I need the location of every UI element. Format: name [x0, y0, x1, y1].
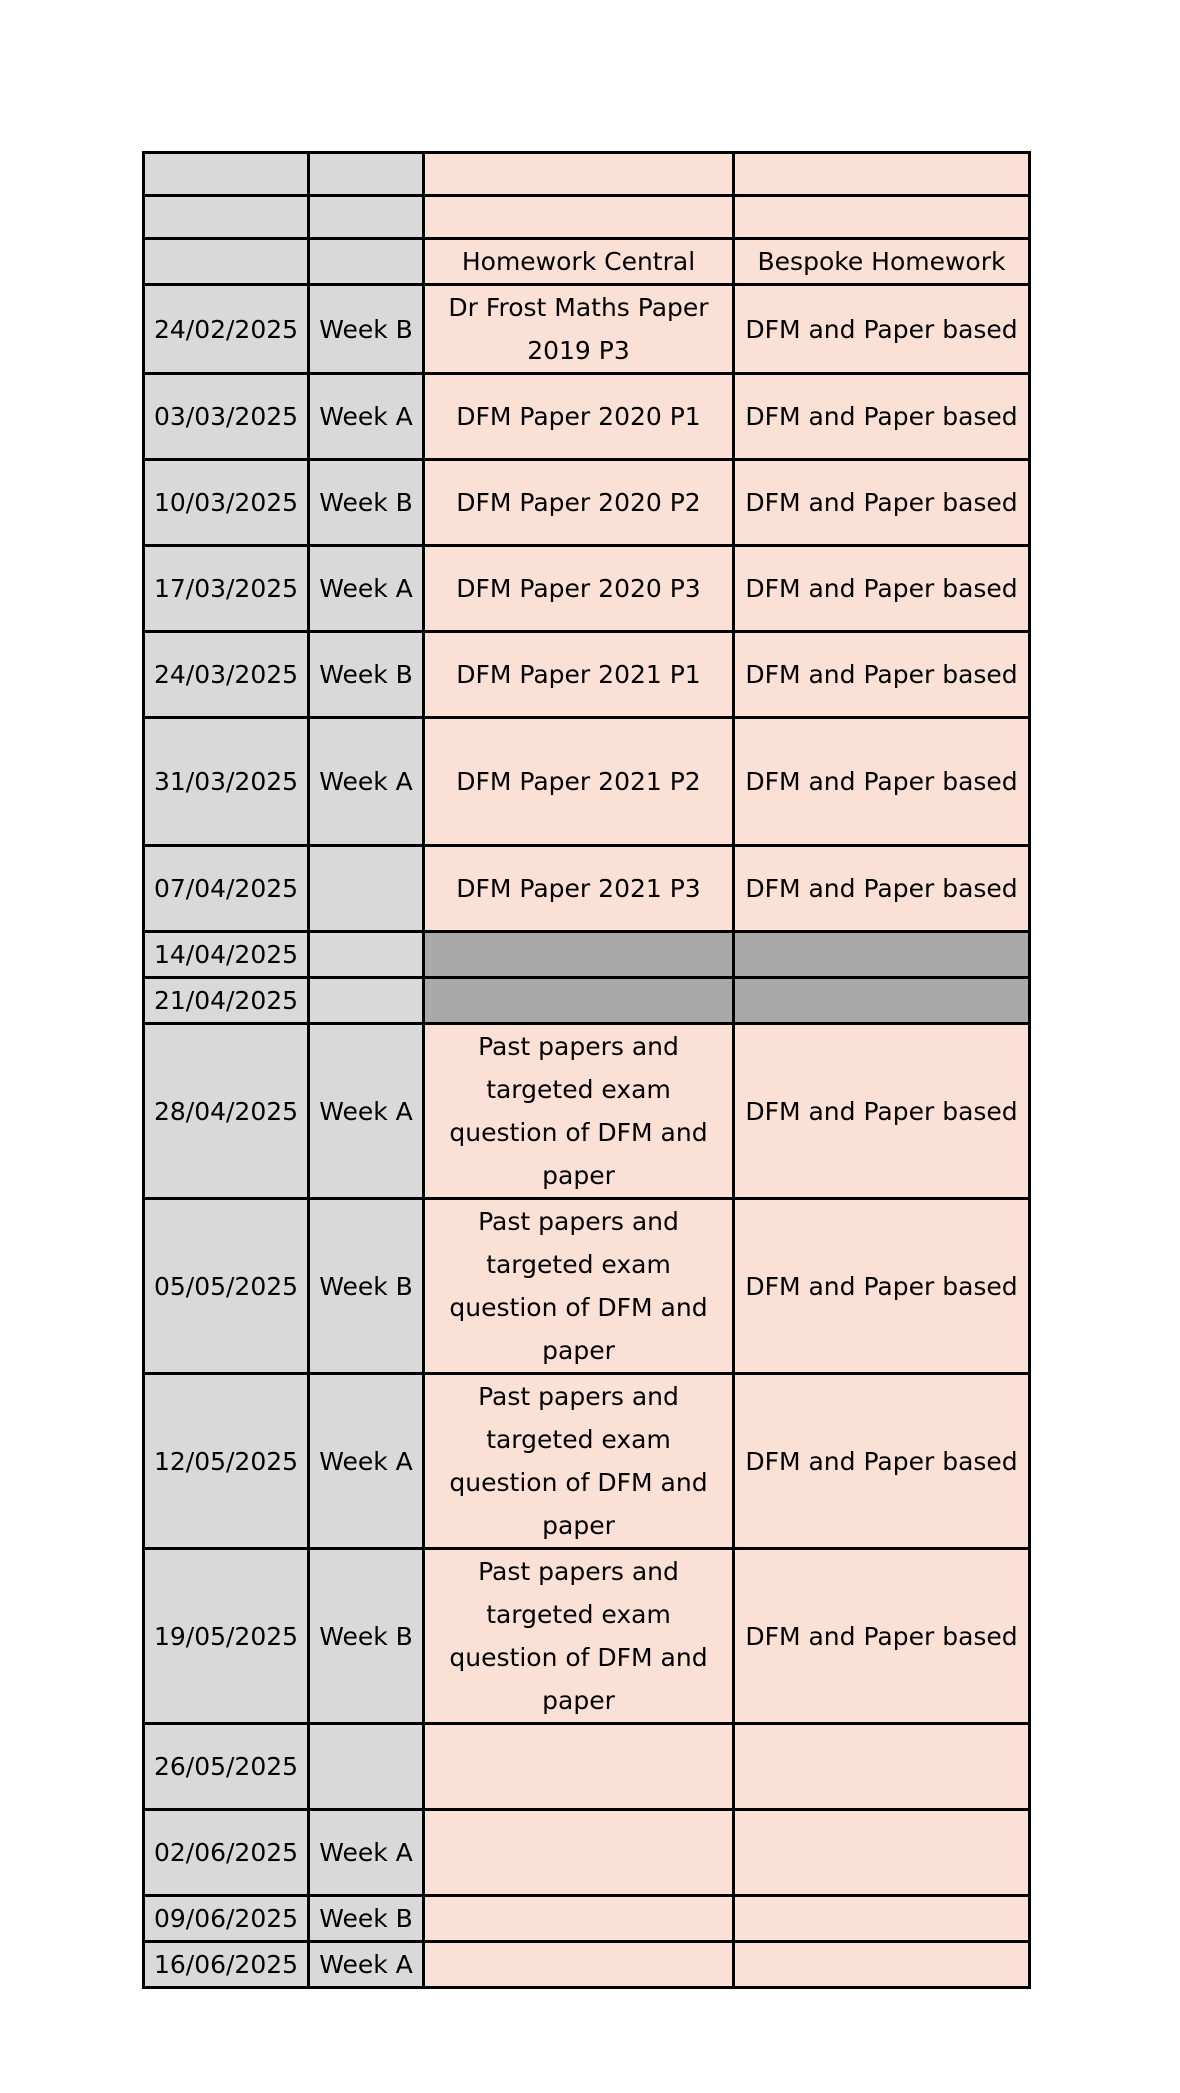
bespoke-homework-cell: [734, 1942, 1030, 1988]
bespoke-homework-header: Bespoke Homework: [734, 239, 1030, 285]
bespoke-homework-cell: DFM and Paper based: [734, 374, 1030, 460]
homework-central-cell: [424, 153, 734, 196]
table-row: [144, 546, 1030, 632]
holiday-row: [144, 932, 1030, 978]
date-cell: 16/06/2025: [144, 1942, 309, 1988]
week-cell: Week A: [309, 1374, 424, 1549]
homework-schedule-table: [142, 151, 1031, 1989]
table-row: [144, 718, 1030, 846]
week-cell: Week B: [309, 1549, 424, 1724]
bespoke-homework-cell: [734, 1724, 1030, 1810]
week-cell: [309, 978, 424, 1024]
homework-central-cell: DFM Paper 2020 P3: [424, 546, 734, 632]
date-cell: 07/04/2025: [144, 846, 309, 932]
week-cell: Week B: [309, 460, 424, 546]
homework-central-cell: DFM Paper 2021 P1: [424, 632, 734, 718]
homework-central-cell: [424, 196, 734, 239]
date-cell: 10/03/2025: [144, 460, 309, 546]
week-cell: [309, 846, 424, 932]
bespoke-homework-cell: DFM and Paper based: [734, 1374, 1030, 1549]
bespoke-homework-cell: [734, 978, 1030, 1024]
date-cell: [144, 196, 309, 239]
table-row: [144, 1549, 1030, 1724]
homework-central-cell: DFM Paper 2020 P2: [424, 460, 734, 546]
homework-central-cell: DFM Paper 2021 P2: [424, 718, 734, 846]
bespoke-homework-cell: [734, 196, 1030, 239]
week-cell: [309, 153, 424, 196]
bespoke-homework-cell: DFM and Paper based: [734, 285, 1030, 374]
homework-central-cell: Past papers and targeted exam question of DFM and paper: [424, 1024, 734, 1199]
table-row: [144, 1896, 1030, 1942]
homework-central-cell: [424, 978, 734, 1024]
bespoke-homework-cell: [734, 153, 1030, 196]
date-cell: 12/05/2025: [144, 1374, 309, 1549]
date-cell: [144, 239, 309, 285]
bespoke-homework-cell: DFM and Paper based: [734, 632, 1030, 718]
homework-central-cell: Past papers and targeted exam question of DFM and paper: [424, 1199, 734, 1374]
bespoke-homework-cell: DFM and Paper based: [734, 1549, 1030, 1724]
week-cell: Week B: [309, 1896, 424, 1942]
table-row: [144, 1024, 1030, 1199]
table-row: [144, 846, 1030, 932]
date-cell: 26/05/2025: [144, 1724, 309, 1810]
week-cell: [309, 196, 424, 239]
homework-central-cell: DFM Paper 2021 P3: [424, 846, 734, 932]
bespoke-homework-cell: [734, 932, 1030, 978]
table-row: [144, 1942, 1030, 1988]
week-cell: [309, 932, 424, 978]
bespoke-homework-cell: DFM and Paper based: [734, 546, 1030, 632]
date-cell: 19/05/2025: [144, 1549, 309, 1724]
bespoke-homework-cell: DFM and Paper based: [734, 846, 1030, 932]
date-cell: 02/06/2025: [144, 1810, 309, 1896]
date-cell: 05/05/2025: [144, 1199, 309, 1374]
bespoke-homework-cell: DFM and Paper based: [734, 718, 1030, 846]
homework-central-cell: Past papers and targeted exam question of DFM and paper: [424, 1374, 734, 1549]
date-cell: [144, 153, 309, 196]
homework-central-header: Homework Central: [424, 239, 734, 285]
table-row: [144, 1810, 1030, 1896]
week-cell: Week A: [309, 546, 424, 632]
week-cell: Week A: [309, 718, 424, 846]
week-cell: Week B: [309, 632, 424, 718]
header-row: [144, 196, 1030, 239]
homework-central-cell: DFM Paper 2020 P1: [424, 374, 734, 460]
table-row: [144, 285, 1030, 374]
date-cell: 17/03/2025: [144, 546, 309, 632]
bespoke-homework-cell: [734, 1896, 1030, 1942]
bespoke-homework-cell: DFM and Paper based: [734, 1024, 1030, 1199]
column-header-row: [144, 239, 1030, 285]
bespoke-homework-cell: DFM and Paper based: [734, 1199, 1030, 1374]
week-cell: Week A: [309, 1024, 424, 1199]
header-row: [144, 153, 1030, 196]
week-cell: Week A: [309, 374, 424, 460]
week-cell: Week A: [309, 1810, 424, 1896]
date-cell: 14/04/2025: [144, 932, 309, 978]
date-cell: 24/03/2025: [144, 632, 309, 718]
table-row: [144, 1724, 1030, 1810]
holiday-row: [144, 978, 1030, 1024]
table-row: [144, 1199, 1030, 1374]
homework-central-cell: [424, 1942, 734, 1988]
week-cell: Week A: [309, 1942, 424, 1988]
homework-central-cell: Dr Frost Maths Paper 2019 P3: [424, 285, 734, 374]
table-row: [144, 460, 1030, 546]
homework-central-cell: [424, 1896, 734, 1942]
table-row: [144, 632, 1030, 718]
week-cell: Week B: [309, 1199, 424, 1374]
week-cell: [309, 1724, 424, 1810]
week-cell: Week B: [309, 285, 424, 374]
date-cell: 21/04/2025: [144, 978, 309, 1024]
date-cell: 03/03/2025: [144, 374, 309, 460]
homework-central-cell: [424, 1724, 734, 1810]
date-cell: 31/03/2025: [144, 718, 309, 846]
table-row: [144, 374, 1030, 460]
homework-central-cell: [424, 932, 734, 978]
week-cell: [309, 239, 424, 285]
date-cell: 09/06/2025: [144, 1896, 309, 1942]
homework-central-cell: Past papers and targeted exam question of DFM and paper: [424, 1549, 734, 1724]
bespoke-homework-cell: [734, 1810, 1030, 1896]
date-cell: 28/04/2025: [144, 1024, 309, 1199]
table-row: [144, 1374, 1030, 1549]
bespoke-homework-cell: DFM and Paper based: [734, 460, 1030, 546]
homework-central-cell: [424, 1810, 734, 1896]
date-cell: 24/02/2025: [144, 285, 309, 374]
